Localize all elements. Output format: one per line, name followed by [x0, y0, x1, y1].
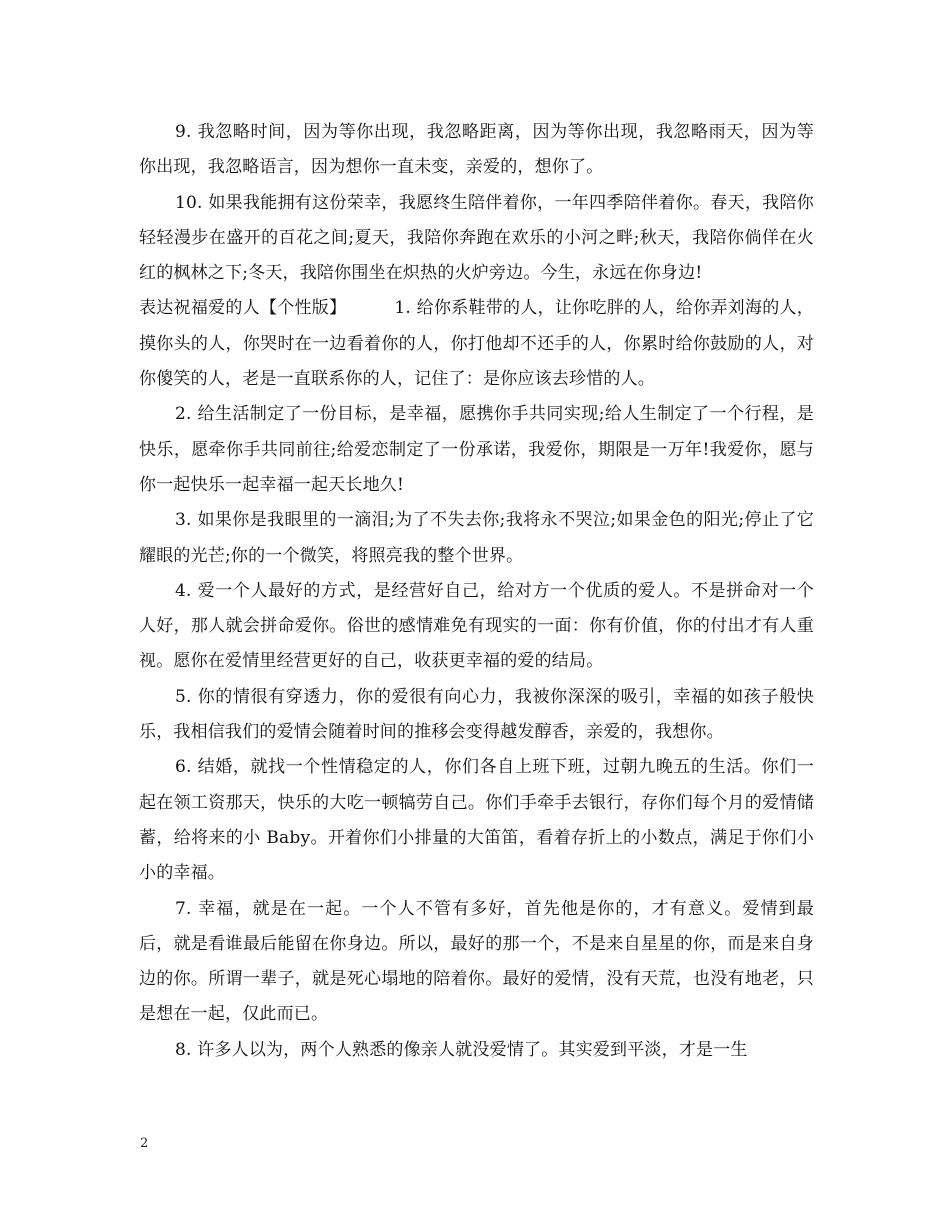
paragraph-item-6: 6. 结婚，就找一个性情稳定的人，你们各自上班下班，过朝九晚五的生活。你们一起在领工资那天，快乐的大吃一顿犒劳自己。你们手牵手去银行，存你们每个月的爱情储蓄，给将来的小 Baby。开着你们小排量的大笛笛，看着存折上的小数点，满足于你们小小的幸福。	[139, 757, 814, 884]
paragraph-item-9: 9. 我忽略时间，因为等你出现，我忽略距离，因为等你出现，我忽略雨天，因为等你出现，我忽略语言，因为想你一直未变，亲爱的，想你了。	[139, 122, 814, 178]
paragraph-item-10: 10. 如果我能拥有这份荣幸，我愿终生陪伴着你，一年四季陪伴着你。春天，我陪你轻轻漫步在盛开的百花之间;夏天，我陪你奔跑在欢乐的小河之畔;秋天，我陪你倘佯在火红的枫林之下;冬天，我陪你围坐在炽热的火炉旁边。今生，永远在你身边!	[139, 192, 814, 284]
section-title: 表达祝福爱的人【个性版】	[139, 298, 347, 319]
paragraph-item-3: 3. 如果你是我眼里的一滴泪;为了不失去你;我将永不哭泣;如果金色的阳光;停止了它耀眼的光芒;你的一个微笑，将照亮我的整个世界。	[139, 510, 814, 566]
page-number: 2	[140, 1136, 149, 1151]
section-paragraph	[139, 291, 814, 397]
paragraph-item-4: 4. 爱一个人最好的方式，是经营好自己，给对方一个优质的爱人。不是拼命对一个人好，那人就会拼命爱你。俗世的感情难免有现实的一面：你有价值，你的付出才有人重视。愿你在爱情里经营更好的自己，收获更幸福的爱的结局。	[139, 580, 814, 672]
paragraph-item-1: 1. 给你系鞋带的人，让你吃胖的人，给你弄刘海的人，摸你头的人，你哭时在一边看着你的人，你打他却不还手的人，你累时给你鼓励的人，对你傻笑的人，老是一直联系你的人，记住了：是你应该去珍惜的人。	[139, 298, 814, 390]
paragraph-item-5: 5. 你的情很有穿透力，你的爱很有向心力，我被你深深的吸引，幸福的如孩子般快乐，我相信我们的爱情会随着时间的推移会变得越发醇香，亲爱的，我想你。	[139, 686, 814, 743]
paragraph-item-7: 7. 幸福，就是在一起。一个人不管有多好，首先他是你的，才有意义。爱情到最后，就是看谁最后能留在你身边。所以，最好的那一个，不是来自星星的你，而是来自身边的你。所谓一辈子，就是死心塌地的陪着你。最好的爱情，没有天荒，也没有地老，只是想在一起，仅此而已。	[139, 898, 814, 1025]
paragraph-item-2: 2. 给生活制定了一份目标，是幸福，愿携你手共同实现;给人生制定了一个行程，是快乐，愿牵你手共同前往;给爱恋制定了一份承诺，我爱你，期限是一万年!我爱你，愿与你一起快乐一起幸福一起天长地久!	[139, 404, 814, 495]
document-body	[139, 115, 814, 1068]
paragraph-item-8: 8. 许多人以为，两个人熟悉的像亲人就没爱情了。其实爱到平淡，才是一生	[175, 1039, 748, 1060]
